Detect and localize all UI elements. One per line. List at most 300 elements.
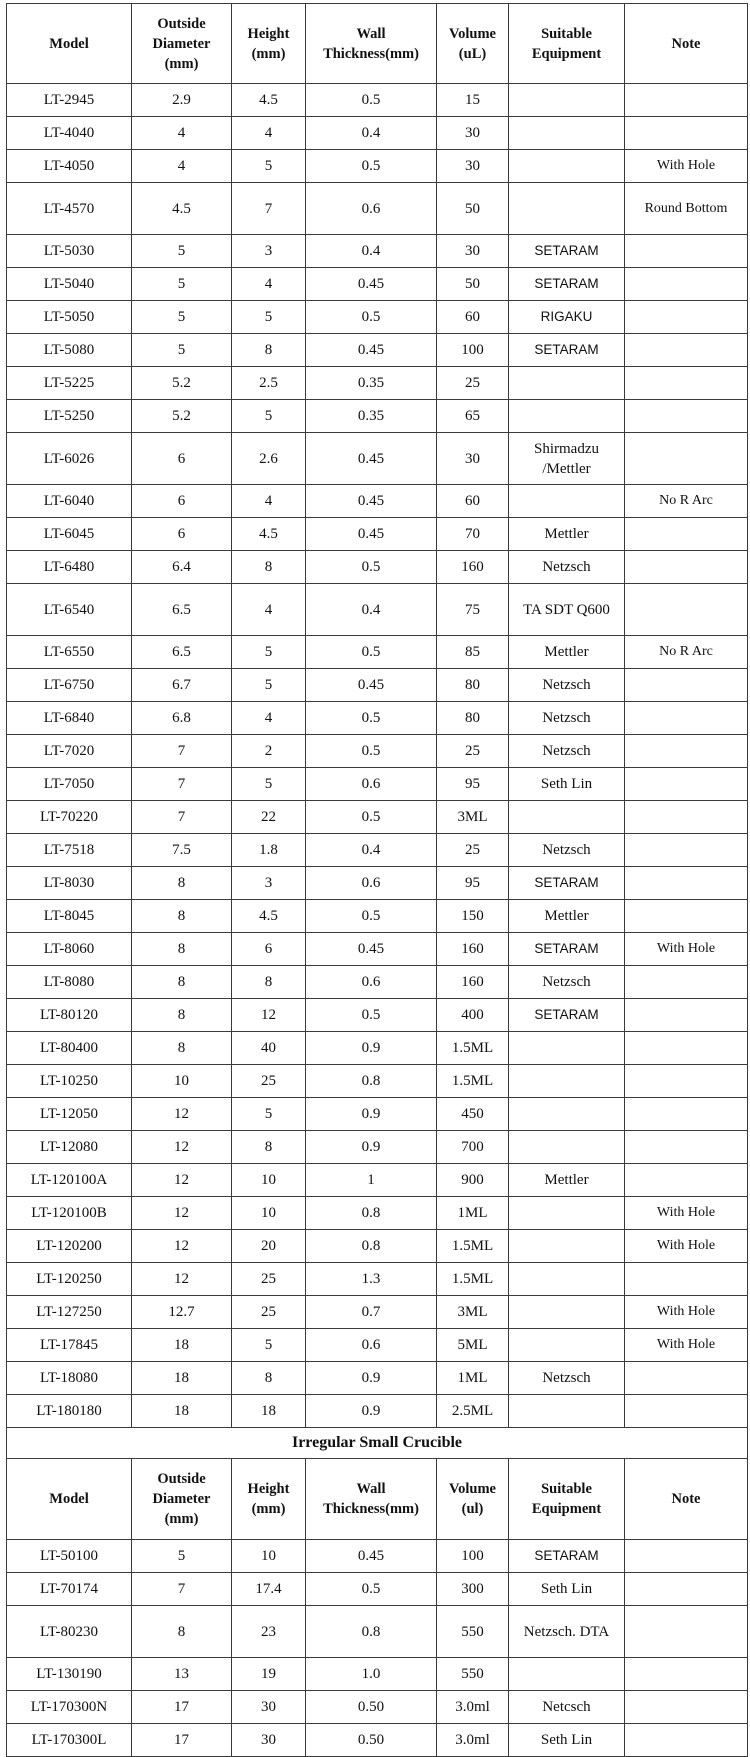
cell-model: LT-70174 <box>7 1573 132 1606</box>
cell-model: LT-130190 <box>7 1658 132 1691</box>
cell-height: 10 <box>232 1197 306 1230</box>
cell-volume: 1.5ML <box>437 1263 509 1296</box>
cell-wall-thickness: 1 <box>306 1164 437 1197</box>
cell-equipment <box>509 1329 625 1362</box>
cell-height: 17.4 <box>232 1573 306 1606</box>
cell-height: 18 <box>232 1395 306 1428</box>
cell-wall-thickness: 0.9 <box>306 1032 437 1065</box>
cell-note <box>625 735 748 768</box>
cell-volume: 1.5ML <box>437 1065 509 1098</box>
cell-model: LT-5050 <box>7 301 132 334</box>
cell-volume: 80 <box>437 702 509 735</box>
irregular-header-note: Note <box>625 1459 748 1540</box>
irregular-header-height: Height (mm) <box>232 1459 306 1540</box>
cell-height: 23 <box>232 1606 306 1658</box>
cell-outside-diameter: 6.7 <box>132 669 232 702</box>
cell-equipment <box>509 84 625 117</box>
cell-volume: 65 <box>437 400 509 433</box>
cell-equipment: SETARAM <box>509 235 625 268</box>
cell-note <box>625 702 748 735</box>
cell-model: LT-6750 <box>7 669 132 702</box>
cell-outside-diameter: 6.4 <box>132 551 232 584</box>
cell-volume: 15 <box>437 84 509 117</box>
cell-outside-diameter: 5.2 <box>132 400 232 433</box>
cell-wall-thickness: 0.50 <box>306 1724 437 1757</box>
cell-wall-thickness: 0.45 <box>306 433 437 485</box>
table-row <box>7 150 748 183</box>
cell-outside-diameter: 8 <box>132 900 232 933</box>
cell-volume: 1ML <box>437 1362 509 1395</box>
cell-model: LT-80400 <box>7 1032 132 1065</box>
header-height: Height (mm) <box>232 4 306 84</box>
table-row <box>7 1329 748 1362</box>
cell-equipment <box>509 801 625 834</box>
cell-note <box>625 669 748 702</box>
cell-wall-thickness: 0.4 <box>306 834 437 867</box>
cell-volume: 3ML <box>437 801 509 834</box>
table-row <box>7 518 748 551</box>
cell-height: 5 <box>232 150 306 183</box>
header-wall-thickness: Wall Thickness(mm) <box>306 4 437 84</box>
cell-equipment <box>509 1658 625 1691</box>
cell-height: 4 <box>232 485 306 518</box>
cell-note <box>625 1164 748 1197</box>
cell-height: 2 <box>232 735 306 768</box>
cell-volume: 30 <box>437 433 509 485</box>
cell-volume: 3.0ml <box>437 1724 509 1757</box>
cell-outside-diameter: 8 <box>132 1032 232 1065</box>
cell-volume: 100 <box>437 334 509 367</box>
cell-height: 40 <box>232 1032 306 1065</box>
cell-equipment <box>509 1065 625 1098</box>
cell-model: LT-12080 <box>7 1131 132 1164</box>
cell-height: 10 <box>232 1540 306 1573</box>
header-model: Model <box>7 4 132 84</box>
cell-height: 2.5 <box>232 367 306 400</box>
cell-wall-thickness: 0.6 <box>306 1329 437 1362</box>
cell-outside-diameter: 6 <box>132 518 232 551</box>
cell-wall-thickness: 0.45 <box>306 268 437 301</box>
table-row <box>7 1263 748 1296</box>
cell-equipment: Mettler <box>509 518 625 551</box>
cell-volume: 5ML <box>437 1329 509 1362</box>
cell-outside-diameter: 17 <box>132 1724 232 1757</box>
irregular-table-body <box>7 1540 748 1757</box>
irregular-header-model: Model <box>7 1459 132 1540</box>
cell-volume: 25 <box>437 834 509 867</box>
cell-note <box>625 867 748 900</box>
cell-wall-thickness: 0.45 <box>306 334 437 367</box>
cell-height: 20 <box>232 1230 306 1263</box>
cell-model: LT-80120 <box>7 999 132 1032</box>
table-row <box>7 367 748 400</box>
cell-height: 30 <box>232 1724 306 1757</box>
cell-wall-thickness: 0.8 <box>306 1065 437 1098</box>
irregular-header-wall-thickness: Wall Thickness(mm) <box>306 1459 437 1540</box>
cell-note <box>625 84 748 117</box>
table-row <box>7 1065 748 1098</box>
cell-outside-diameter: 6.5 <box>132 584 232 636</box>
cell-note <box>625 268 748 301</box>
table-row <box>7 1131 748 1164</box>
table-row <box>7 1098 748 1131</box>
cell-height: 12 <box>232 999 306 1032</box>
cell-outside-diameter: 12 <box>132 1263 232 1296</box>
cell-height: 4 <box>232 702 306 735</box>
table-row <box>7 735 748 768</box>
cell-note <box>625 1362 748 1395</box>
cell-equipment <box>509 485 625 518</box>
cell-outside-diameter: 8 <box>132 933 232 966</box>
cell-note: No R Arc <box>625 636 748 669</box>
cell-model: LT-80230 <box>7 1606 132 1658</box>
cell-equipment: Netzsch <box>509 669 625 702</box>
cell-volume: 900 <box>437 1164 509 1197</box>
cell-volume: 60 <box>437 301 509 334</box>
table-row <box>7 235 748 268</box>
cell-model: LT-12050 <box>7 1098 132 1131</box>
irregular-section <box>7 1428 748 1540</box>
cell-note: With Hole <box>625 150 748 183</box>
irregular-header-volume: Volume (ul) <box>437 1459 509 1540</box>
cell-equipment <box>509 400 625 433</box>
cell-note <box>625 1724 748 1757</box>
cell-volume: 400 <box>437 999 509 1032</box>
cell-volume: 160 <box>437 551 509 584</box>
cell-volume: 25 <box>437 367 509 400</box>
table-row <box>7 117 748 150</box>
cell-wall-thickness: 0.7 <box>306 1296 437 1329</box>
cell-model: LT-6540 <box>7 584 132 636</box>
cell-wall-thickness: 0.9 <box>306 1362 437 1395</box>
cell-outside-diameter: 4 <box>132 117 232 150</box>
header-note: Note <box>625 4 748 84</box>
cell-height: 5 <box>232 636 306 669</box>
cell-volume: 85 <box>437 636 509 669</box>
cell-volume: 150 <box>437 900 509 933</box>
table-row <box>7 933 748 966</box>
cell-note <box>625 518 748 551</box>
irregular-table-row <box>7 1573 748 1606</box>
cell-wall-thickness: 0.5 <box>306 702 437 735</box>
cell-equipment <box>509 367 625 400</box>
cell-volume: 60 <box>437 485 509 518</box>
cell-height: 8 <box>232 1362 306 1395</box>
cell-model: LT-120100A <box>7 1164 132 1197</box>
cell-wall-thickness: 0.45 <box>306 669 437 702</box>
cell-equipment: Seth Lin <box>509 768 625 801</box>
cell-note <box>625 834 748 867</box>
cell-wall-thickness: 0.5 <box>306 900 437 933</box>
cell-model: LT-8030 <box>7 867 132 900</box>
cell-model: LT-120200 <box>7 1230 132 1263</box>
table-row <box>7 584 748 636</box>
cell-outside-diameter: 4.5 <box>132 183 232 235</box>
cell-model: LT-7020 <box>7 735 132 768</box>
cell-volume: 100 <box>437 1540 509 1573</box>
cell-note <box>625 900 748 933</box>
cell-outside-diameter: 18 <box>132 1395 232 1428</box>
cell-height: 25 <box>232 1065 306 1098</box>
cell-height: 30 <box>232 1691 306 1724</box>
cell-height: 10 <box>232 1164 306 1197</box>
cell-outside-diameter: 5 <box>132 235 232 268</box>
cell-wall-thickness: 0.6 <box>306 867 437 900</box>
cell-model: LT-6550 <box>7 636 132 669</box>
cell-height: 8 <box>232 1131 306 1164</box>
cell-height: 22 <box>232 801 306 834</box>
cell-outside-diameter: 7 <box>132 801 232 834</box>
cell-outside-diameter: 17 <box>132 1691 232 1724</box>
cell-volume: 700 <box>437 1131 509 1164</box>
cell-height: 7 <box>232 183 306 235</box>
cell-model: LT-50100 <box>7 1540 132 1573</box>
cell-note <box>625 1098 748 1131</box>
table-row <box>7 268 748 301</box>
cell-height: 4 <box>232 584 306 636</box>
cell-height: 5 <box>232 768 306 801</box>
cell-wall-thickness: 0.8 <box>306 1197 437 1230</box>
cell-equipment <box>509 1098 625 1131</box>
cell-outside-diameter: 12.7 <box>132 1296 232 1329</box>
cell-height: 3 <box>232 235 306 268</box>
cell-equipment: Netzsch <box>509 1362 625 1395</box>
cell-wall-thickness: 0.4 <box>306 235 437 268</box>
cell-note: With Hole <box>625 1230 748 1263</box>
cell-volume: 160 <box>437 933 509 966</box>
table-row <box>7 702 748 735</box>
cell-equipment: Netcsch <box>509 1691 625 1724</box>
cell-volume: 160 <box>437 966 509 999</box>
cell-model: LT-5040 <box>7 268 132 301</box>
cell-height: 5 <box>232 669 306 702</box>
cell-wall-thickness: 0.4 <box>306 117 437 150</box>
cell-volume: 1ML <box>437 1197 509 1230</box>
cell-height: 4 <box>232 117 306 150</box>
table-row <box>7 1362 748 1395</box>
cell-note <box>625 1395 748 1428</box>
cell-volume: 3ML <box>437 1296 509 1329</box>
cell-volume: 30 <box>437 235 509 268</box>
cell-model: LT-170300N <box>7 1691 132 1724</box>
cell-outside-diameter: 7 <box>132 1573 232 1606</box>
cell-model: LT-4040 <box>7 117 132 150</box>
cell-height: 5 <box>232 1098 306 1131</box>
cell-outside-diameter: 5.2 <box>132 367 232 400</box>
cell-equipment: Mettler <box>509 636 625 669</box>
cell-equipment: Mettler <box>509 900 625 933</box>
cell-note <box>625 334 748 367</box>
cell-model: LT-5030 <box>7 235 132 268</box>
cell-model: LT-120100B <box>7 1197 132 1230</box>
cell-equipment <box>509 183 625 235</box>
cell-outside-diameter: 4 <box>132 150 232 183</box>
cell-wall-thickness: 0.5 <box>306 1573 437 1606</box>
cell-outside-diameter: 8 <box>132 999 232 1032</box>
cell-model: LT-10250 <box>7 1065 132 1098</box>
table-row <box>7 183 748 235</box>
cell-volume: 75 <box>437 584 509 636</box>
cell-height: 19 <box>232 1658 306 1691</box>
cell-volume: 70 <box>437 518 509 551</box>
cell-wall-thickness: 0.50 <box>306 1691 437 1724</box>
cell-note <box>625 117 748 150</box>
table-row <box>7 1230 748 1263</box>
cell-outside-diameter: 6.5 <box>132 636 232 669</box>
cell-wall-thickness: 0.6 <box>306 183 437 235</box>
cell-equipment: Netzsch <box>509 735 625 768</box>
cell-model: LT-5225 <box>7 367 132 400</box>
header-volume: Volume (uL) <box>437 4 509 84</box>
cell-volume: 2.5ML <box>437 1395 509 1428</box>
cell-wall-thickness: 0.5 <box>306 301 437 334</box>
cell-volume: 450 <box>437 1098 509 1131</box>
cell-outside-diameter: 12 <box>132 1098 232 1131</box>
table-row <box>7 400 748 433</box>
table-row <box>7 551 748 584</box>
table-row <box>7 834 748 867</box>
cell-note: With Hole <box>625 1329 748 1362</box>
cell-outside-diameter: 5 <box>132 268 232 301</box>
cell-volume: 30 <box>437 150 509 183</box>
cell-note: With Hole <box>625 1197 748 1230</box>
cell-note <box>625 1573 748 1606</box>
cell-model: LT-127250 <box>7 1296 132 1329</box>
cell-wall-thickness: 0.35 <box>306 400 437 433</box>
cell-note <box>625 551 748 584</box>
cell-volume: 1.5ML <box>437 1230 509 1263</box>
table-row <box>7 1164 748 1197</box>
crucible-spec-table <box>6 3 748 1757</box>
cell-equipment: SETARAM <box>509 999 625 1032</box>
cell-equipment <box>509 150 625 183</box>
cell-equipment: Shirmadzu /Mettler <box>509 433 625 485</box>
cell-equipment: Netzsch <box>509 834 625 867</box>
cell-height: 4.5 <box>232 518 306 551</box>
cell-equipment: SETARAM <box>509 334 625 367</box>
header-outside-diameter: Outside Diameter (mm) <box>132 4 232 84</box>
cell-model: LT-7518 <box>7 834 132 867</box>
table-row <box>7 84 748 117</box>
cell-note <box>625 999 748 1032</box>
cell-note <box>625 768 748 801</box>
cell-wall-thickness: 0.4 <box>306 584 437 636</box>
cell-wall-thickness: 0.9 <box>306 1395 437 1428</box>
cell-note <box>625 801 748 834</box>
irregular-table-row <box>7 1724 748 1757</box>
table-row <box>7 485 748 518</box>
table-row <box>7 334 748 367</box>
cell-note <box>625 367 748 400</box>
table-row <box>7 867 748 900</box>
cell-outside-diameter: 8 <box>132 867 232 900</box>
cell-note <box>625 1540 748 1573</box>
cell-outside-diameter: 2.9 <box>132 84 232 117</box>
cell-note <box>625 1606 748 1658</box>
section-title: Irregular Small Crucible <box>7 1428 748 1459</box>
cell-outside-diameter: 5 <box>132 301 232 334</box>
irregular-table-row <box>7 1691 748 1724</box>
cell-wall-thickness: 0.5 <box>306 999 437 1032</box>
cell-equipment <box>509 1395 625 1428</box>
cell-model: LT-6045 <box>7 518 132 551</box>
cell-model: LT-6480 <box>7 551 132 584</box>
cell-equipment: Netzsch <box>509 551 625 584</box>
cell-equipment: Netzsch <box>509 702 625 735</box>
cell-outside-diameter: 12 <box>132 1230 232 1263</box>
cell-note <box>625 1032 748 1065</box>
cell-volume: 95 <box>437 867 509 900</box>
cell-wall-thickness: 0.45 <box>306 1540 437 1573</box>
cell-wall-thickness: 0.5 <box>306 636 437 669</box>
cell-equipment <box>509 1131 625 1164</box>
cell-note <box>625 433 748 485</box>
cell-outside-diameter: 8 <box>132 966 232 999</box>
cell-note <box>625 1065 748 1098</box>
cell-height: 8 <box>232 334 306 367</box>
cell-volume: 50 <box>437 268 509 301</box>
cell-wall-thickness: 0.8 <box>306 1230 437 1263</box>
cell-volume: 25 <box>437 735 509 768</box>
table-row <box>7 1296 748 1329</box>
crucible-spec-document <box>6 3 747 1757</box>
cell-outside-diameter: 18 <box>132 1329 232 1362</box>
cell-model: LT-4570 <box>7 183 132 235</box>
table-row <box>7 1197 748 1230</box>
cell-equipment <box>509 1032 625 1065</box>
cell-equipment: Seth Lin <box>509 1573 625 1606</box>
cell-volume: 3.0ml <box>437 1691 509 1724</box>
cell-equipment: Seth Lin <box>509 1724 625 1757</box>
cell-height: 4.5 <box>232 900 306 933</box>
cell-model: LT-7050 <box>7 768 132 801</box>
cell-wall-thickness: 0.5 <box>306 150 437 183</box>
table-row <box>7 669 748 702</box>
cell-outside-diameter: 13 <box>132 1658 232 1691</box>
cell-model: LT-6840 <box>7 702 132 735</box>
cell-model: LT-8045 <box>7 900 132 933</box>
cell-volume: 550 <box>437 1658 509 1691</box>
cell-outside-diameter: 6.8 <box>132 702 232 735</box>
cell-note <box>625 1658 748 1691</box>
cell-outside-diameter: 12 <box>132 1164 232 1197</box>
cell-height: 25 <box>232 1263 306 1296</box>
cell-equipment: Netzsch <box>509 966 625 999</box>
irregular-table-row <box>7 1540 748 1573</box>
cell-equipment <box>509 117 625 150</box>
cell-height: 5 <box>232 1329 306 1362</box>
cell-height: 8 <box>232 966 306 999</box>
cell-equipment: Netzsch. DTA <box>509 1606 625 1658</box>
cell-height: 6 <box>232 933 306 966</box>
table-row <box>7 301 748 334</box>
main-table-body <box>7 84 748 1428</box>
cell-wall-thickness: 0.9 <box>306 1131 437 1164</box>
cell-model: LT-4050 <box>7 150 132 183</box>
table-header-row <box>7 4 748 84</box>
cell-volume: 95 <box>437 768 509 801</box>
cell-equipment <box>509 1296 625 1329</box>
cell-outside-diameter: 10 <box>132 1065 232 1098</box>
cell-wall-thickness: 0.6 <box>306 768 437 801</box>
cell-wall-thickness: 0.5 <box>306 84 437 117</box>
cell-outside-diameter: 7 <box>132 768 232 801</box>
cell-height: 4.5 <box>232 84 306 117</box>
cell-outside-diameter: 6 <box>132 485 232 518</box>
cell-model: LT-8080 <box>7 966 132 999</box>
irregular-header-row <box>7 1459 748 1540</box>
cell-equipment <box>509 1230 625 1263</box>
